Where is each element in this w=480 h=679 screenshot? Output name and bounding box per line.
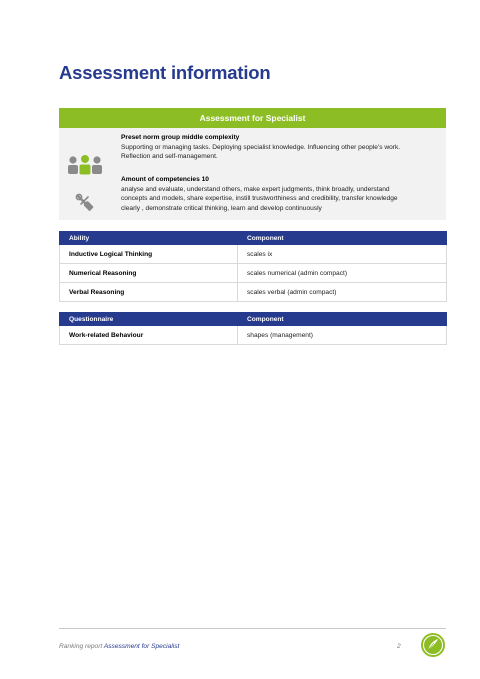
table-row <box>60 326 447 345</box>
ability-component: scales numerical (admin compact) <box>238 264 447 283</box>
page-number: 2 <box>397 643 401 650</box>
questionnaire-component: shapes (management) <box>238 326 447 345</box>
questionnaire-table <box>59 312 447 345</box>
footer-assessment-name: Assessment for Specialist <box>103 643 180 650</box>
competencies-line: analyse and evaluate, understand others, make expert judgments, think broadly, understand <box>121 185 390 193</box>
column-header-questionnaire: Questionnaire <box>60 313 238 326</box>
abilities-table <box>59 231 447 302</box>
ability-name: Inductive Logical Thinking <box>60 245 238 264</box>
competencies-line: clearly , demonstrate critical thinking, learn and develop continuously <box>121 204 322 212</box>
tools-icon <box>75 193 95 218</box>
norm-group-title: Preset norm group middle complexity <box>121 134 240 141</box>
assessment-summary <box>59 108 446 220</box>
summary-body <box>59 128 446 220</box>
column-header-component: Component <box>238 313 447 326</box>
competencies-info <box>121 175 440 213</box>
table-row <box>60 283 447 302</box>
quill-logo-icon <box>420 632 446 663</box>
table-header-row <box>60 313 447 326</box>
ability-name: Verbal Reasoning <box>60 283 238 302</box>
questionnaire-name: Work-related Behaviour <box>60 326 238 345</box>
table-header-row <box>60 232 447 245</box>
footer-caption <box>59 643 179 650</box>
table-row <box>60 264 447 283</box>
summary-header: Assessment for Specialist <box>59 108 446 128</box>
footer-divider <box>59 628 446 629</box>
norm-group-info <box>121 133 440 162</box>
ability-component: scales ix <box>238 245 447 264</box>
footer-report-label: Ranking report <box>59 643 103 650</box>
ability-name: Numerical Reasoning <box>60 264 238 283</box>
competencies-line: concepts and models, share expertise, instill trustworthiness and credibility, transfer knowledge <box>121 195 398 203</box>
table-row <box>60 245 447 264</box>
column-header-ability: Ability <box>60 232 238 245</box>
competencies-title: Amount of competencies 10 <box>121 176 209 183</box>
page-title: Assessment information <box>59 62 271 83</box>
norm-group-line: Supporting or managing tasks. Deploying specialist knowledge. Influencing other people's work. <box>121 143 401 151</box>
people-group-icon <box>67 155 103 182</box>
norm-group-line: Reflection and self-management. <box>121 153 218 161</box>
ability-component: scales verbal (admin compact) <box>238 283 447 302</box>
column-header-component: Component <box>238 232 447 245</box>
